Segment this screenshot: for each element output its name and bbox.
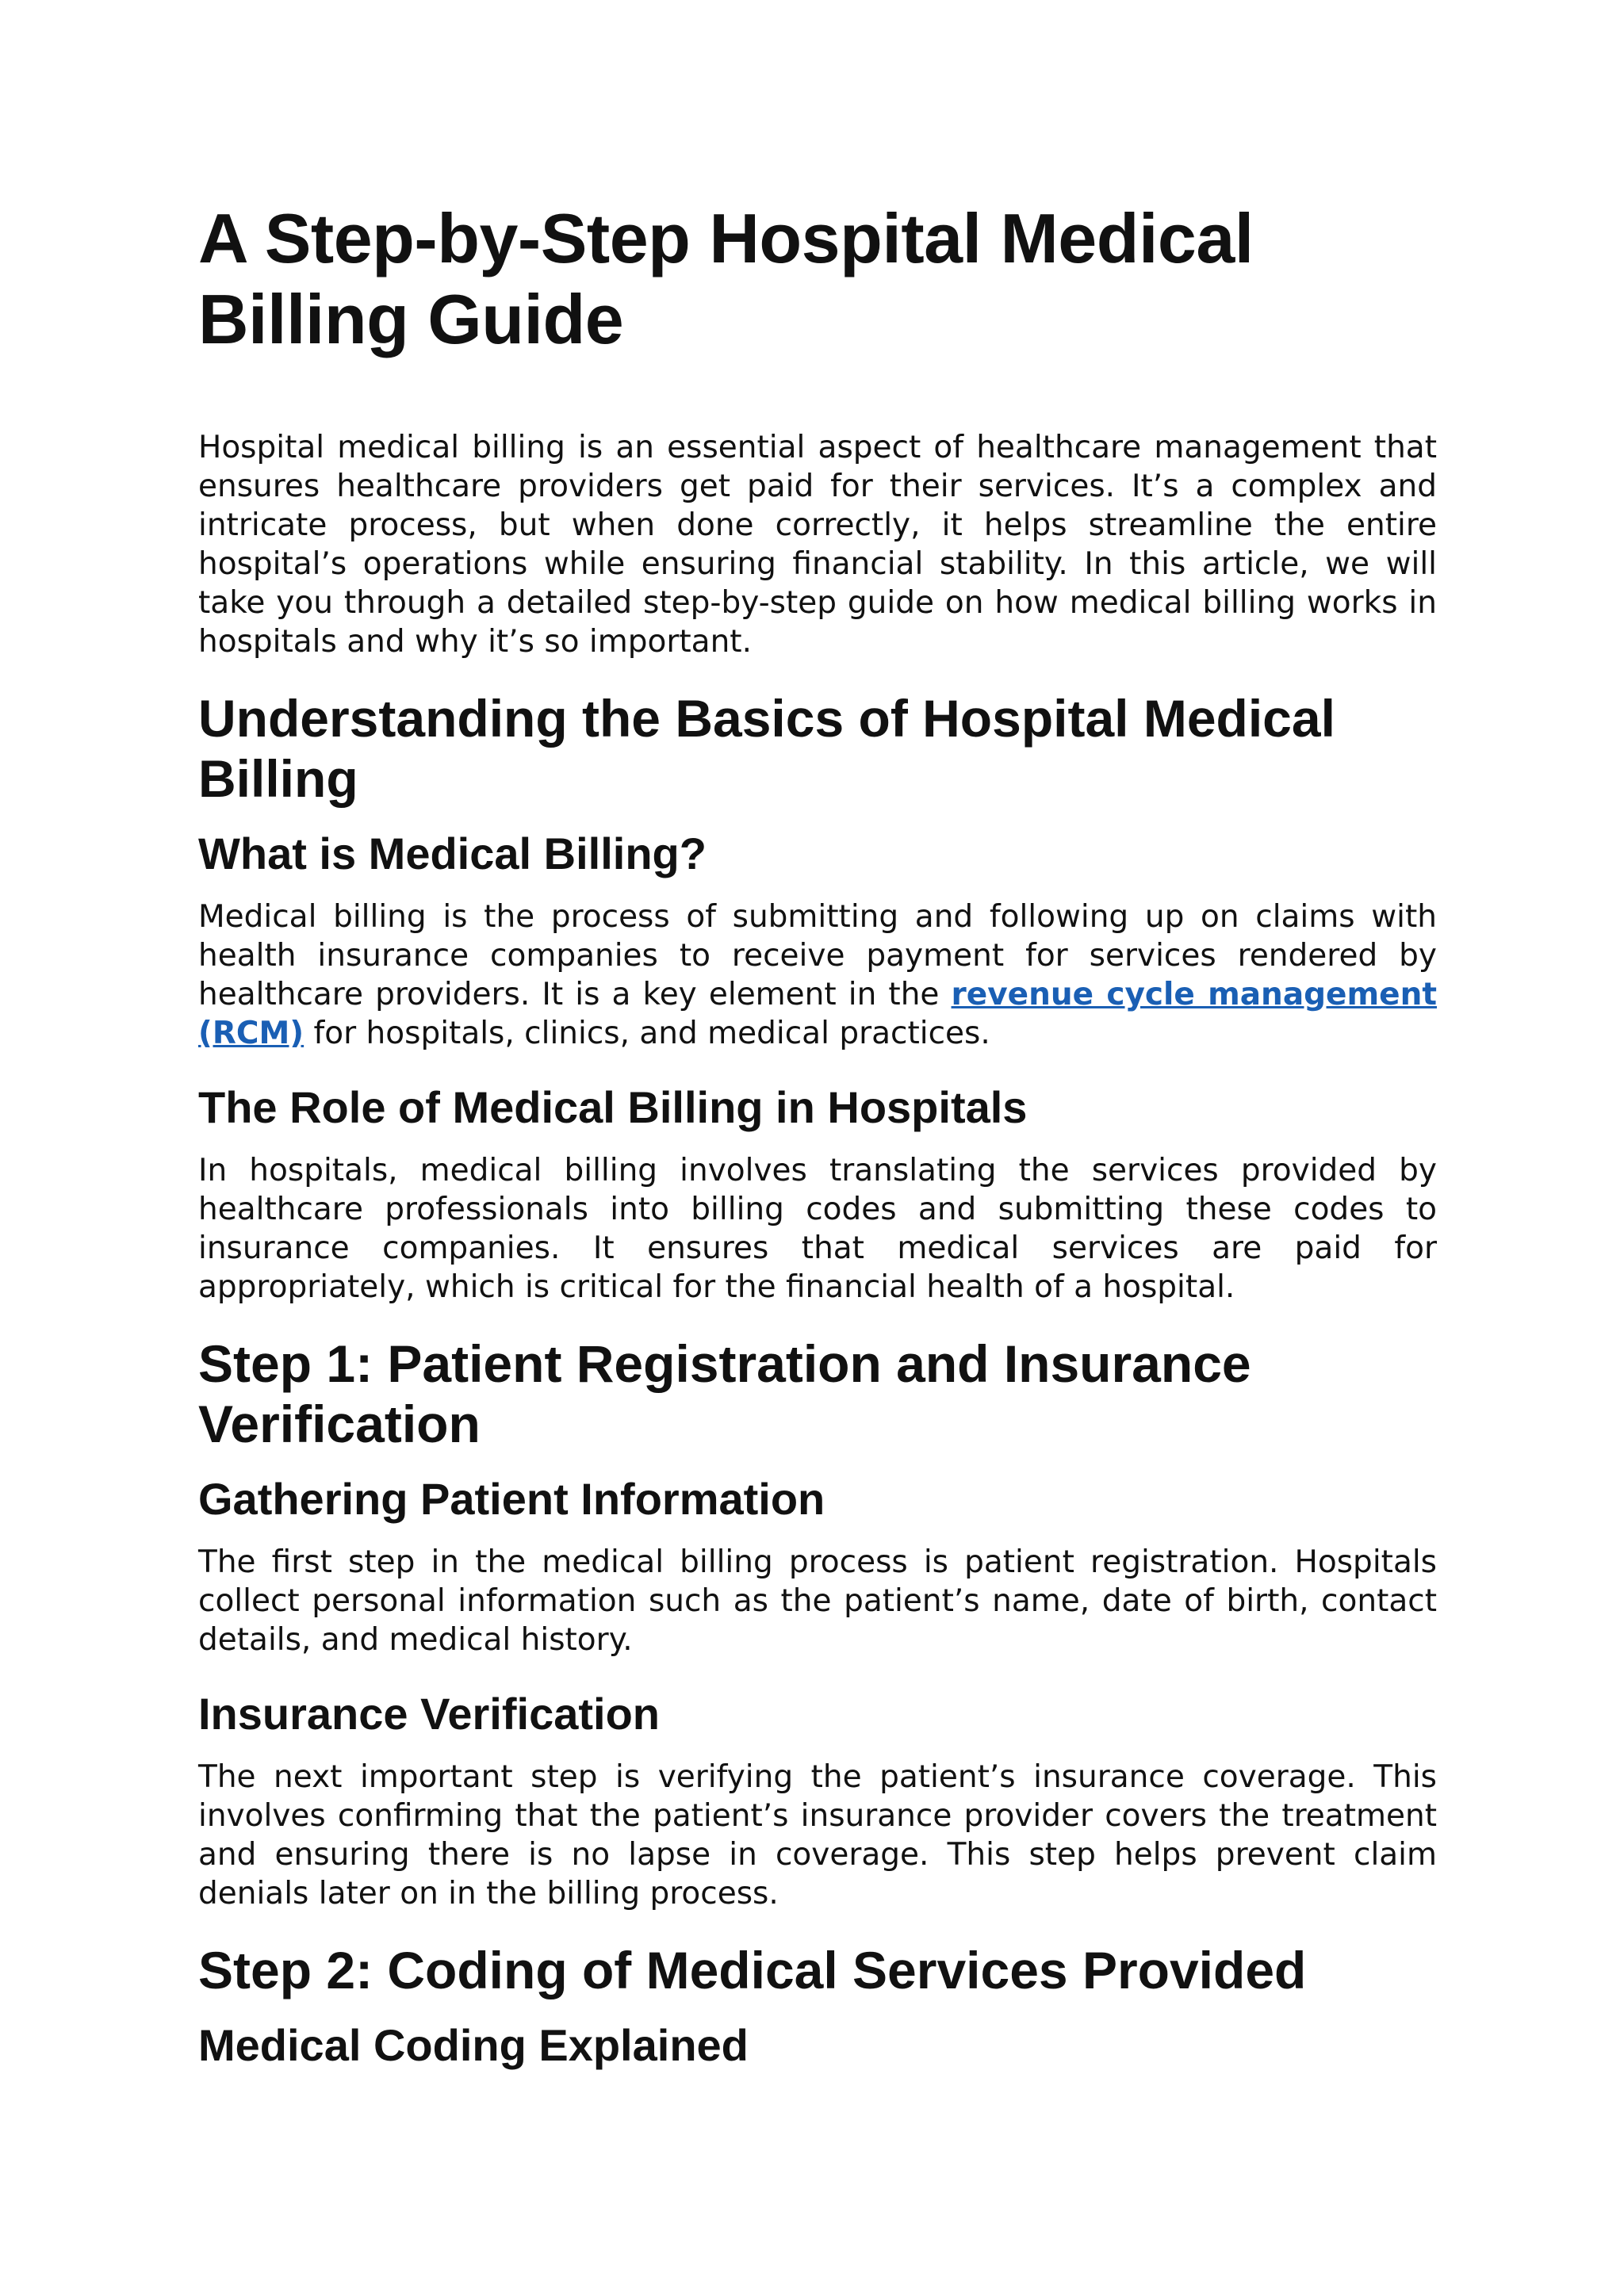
what-is-text-before: Medical billing is the process of submitting and following up on claims with health insurance companies to receive payment for services rendered by healthcare providers. It is a key element in the xyxy=(198,899,1437,1012)
rcm-link[interactable]: revenue cycle management (RCM) xyxy=(198,977,1437,1051)
document-page xyxy=(198,198,1437,2089)
intro-paragraph: Hospital medical billing is an essential aspect of healthcare management that ensures healthcare providers get paid for their services. It’s a complex and intricate process, but when done correctly, it helps streamline the entire hospital’s operations while ensuring financial stability. In this article, we will take you through a detailed step-by-step guide on how medical billing works in hospitals and why it’s so important. xyxy=(198,430,1437,660)
section-heading-basics: Understanding the Basics of Hospital Medical Billing xyxy=(198,689,1335,808)
gathering-paragraph: The first step in the medical billing process is patient registration. Hospitals collect personal information such as the patient’s name, date of birth, contact details, and medical history. xyxy=(198,1544,1437,1658)
section-heading-step-2: Step 2: Coding of Medical Services Provided xyxy=(198,1941,1307,1999)
what-is-text-after: for hospitals, clinics, and medical practices. xyxy=(304,1016,990,1051)
section-heading-step-1: Step 1: Patient Registration and Insurance Verification xyxy=(198,1334,1251,1453)
subheading-role-of-medical-billing: The Role of Medical Billing in Hospitals xyxy=(198,1082,1028,1132)
subheading-insurance-verification: Insurance Verification xyxy=(198,1689,660,1739)
role-paragraph: In hospitals, medical billing involves translating the services provided by healthcare professionals into billing codes and submitting these codes to insurance companies. It ensures that medical services are paid for appropriately, which is critical for the financial health of a hospital. xyxy=(198,1153,1437,1305)
subheading-what-is-medical-billing: What is Medical Billing? xyxy=(198,828,707,878)
verification-paragraph: The next important step is verifying the patient’s insurance coverage. This involves confirming that the patient’s insurance provider covers the treatment and ensuring there is no lapse in coverage. This step helps prevent claim denials later on in the billing process. xyxy=(198,1759,1437,1911)
subheading-gathering-patient-info: Gathering Patient Information xyxy=(198,1474,825,1524)
subheading-medical-coding-explained: Medical Coding Explained xyxy=(198,2020,749,2070)
what-is-paragraph xyxy=(198,897,1437,1053)
page-title: A Step-by-Step Hospital Medical Billing Guide xyxy=(198,199,1254,358)
